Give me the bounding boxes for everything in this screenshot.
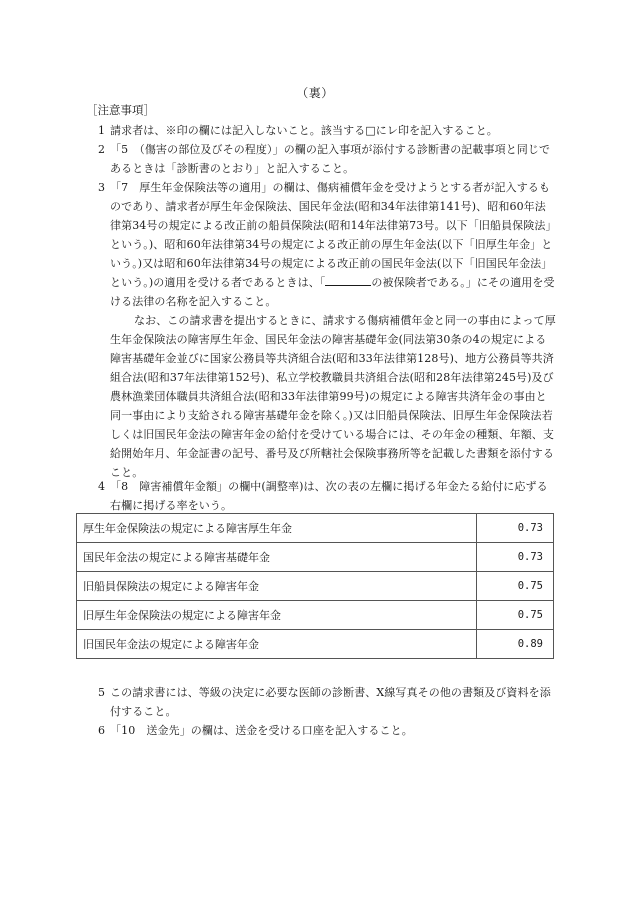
pension-type: 国民年金法の規定による障害基礎年金 <box>77 543 477 572</box>
note-number: 2 <box>98 143 106 156</box>
note-number: 1 <box>98 124 106 137</box>
note-1 <box>86 121 556 140</box>
note-text: 「10 送金先」の欄は、送金を受ける口座を記入すること。 <box>110 724 413 737</box>
note-text: 請求者は、※印の欄には記入しないこと。該当する□にレ印を記入すること。 <box>110 124 498 137</box>
note-number: 5 <box>98 686 106 699</box>
table-row <box>77 630 554 659</box>
pension-type: 旧船員保険法の規定による障害年金 <box>77 572 477 601</box>
note-number: 6 <box>98 724 106 737</box>
table-row <box>77 514 554 543</box>
table-row <box>77 543 554 572</box>
adjustment-rate: 0.89 <box>477 630 554 659</box>
note-6 <box>86 721 556 740</box>
adjustment-rate: 0.75 <box>477 601 554 630</box>
note-number: 3 <box>98 181 106 194</box>
page-heading: （裏） <box>296 86 334 100</box>
note-text: 「8 障害補償年金額」の欄中(調整率)は、次の表の左欄に掲げる年金たる給付に応ずる右欄に掲げる率をいう。 <box>110 480 548 512</box>
adjustment-rate: 0.75 <box>477 572 554 601</box>
adjustment-rate: 0.73 <box>477 543 554 572</box>
fill-in-blank <box>325 275 371 286</box>
note-text: 「5 （傷害の部位及びその程度）」の欄の記入事項が添付する診断書の記載事項と同じであるときは「診断書のとおり」と記入すること。 <box>110 143 551 175</box>
note-text: 「7 厚生年金保険法等の適用」の欄は、傷病補償年金を受けようとする者が記入するものであり、請求者が厚生年金保険法、国民年金法(昭和34年法律第141号)、昭和60年法律第34号の規定による改正前の船員保険法(昭和14年法律第73号。以下「旧船員保険法」という。)、昭和60年法律第34号の規定による改正前の厚生年金法(以下「旧厚生年金」という。)又は昭和60年法律第34号の規定による改正前の国民年金法(以下「旧国民年金法」という。)の適用を受ける者であるときは、「 <box>110 181 553 289</box>
pension-type: 旧厚生年金保険法の規定による障害年金 <box>77 601 477 630</box>
pension-type: 旧国民年金法の規定による障害年金 <box>77 630 477 659</box>
note-text: この請求書には、等級の決定に必要な医師の診断書、X線写真その他の書類及び資料を添付すること。 <box>110 686 551 718</box>
note-5 <box>86 683 556 721</box>
adjustment-rate-table <box>76 513 554 659</box>
note-3-paragraph-2: なお、この請求書を提出するときに、請求する傷病補償年金と同一の事由によって厚生年金保険法の障害厚生年金、国民年金法の障害基礎年金(同法第30条の4の規定による障害基礎年金並びに国家公務員等共済組合法(昭和33年法律第128号)、地方公務員等共済組合法(昭和37年法律第152号)、私立学校教職員共済組合法(昭和28年法律第245号)及び農林漁業団体職員共済組合法(昭和33年法律第99号)の規定による障害共済年金の事由と同一事由により支給される障害基礎年金を除く。)又は旧船員保険法、旧厚生年金保険法若しくは旧国民年金法の障害年金の給付を受けている場合には、その年金の種類、年額、支給開始年月、年金証書の記号、番号及び所轄社会保険事務所等を記載した書類を添付すること。 <box>110 314 556 479</box>
adjustment-rate: 0.73 <box>477 514 554 543</box>
note-number: 4 <box>98 480 106 493</box>
note-text: の被保険者である。」にその適用を受ける法律の名称を記入すること。 <box>110 276 555 308</box>
note-3 <box>86 178 556 482</box>
table-row <box>77 572 554 601</box>
table-row <box>77 601 554 630</box>
section-title: ［注意事項］ <box>86 103 155 117</box>
note-2 <box>86 140 556 178</box>
pension-type: 厚生年金保険法の規定による障害厚生年金 <box>77 514 477 543</box>
note-4 <box>86 477 556 515</box>
